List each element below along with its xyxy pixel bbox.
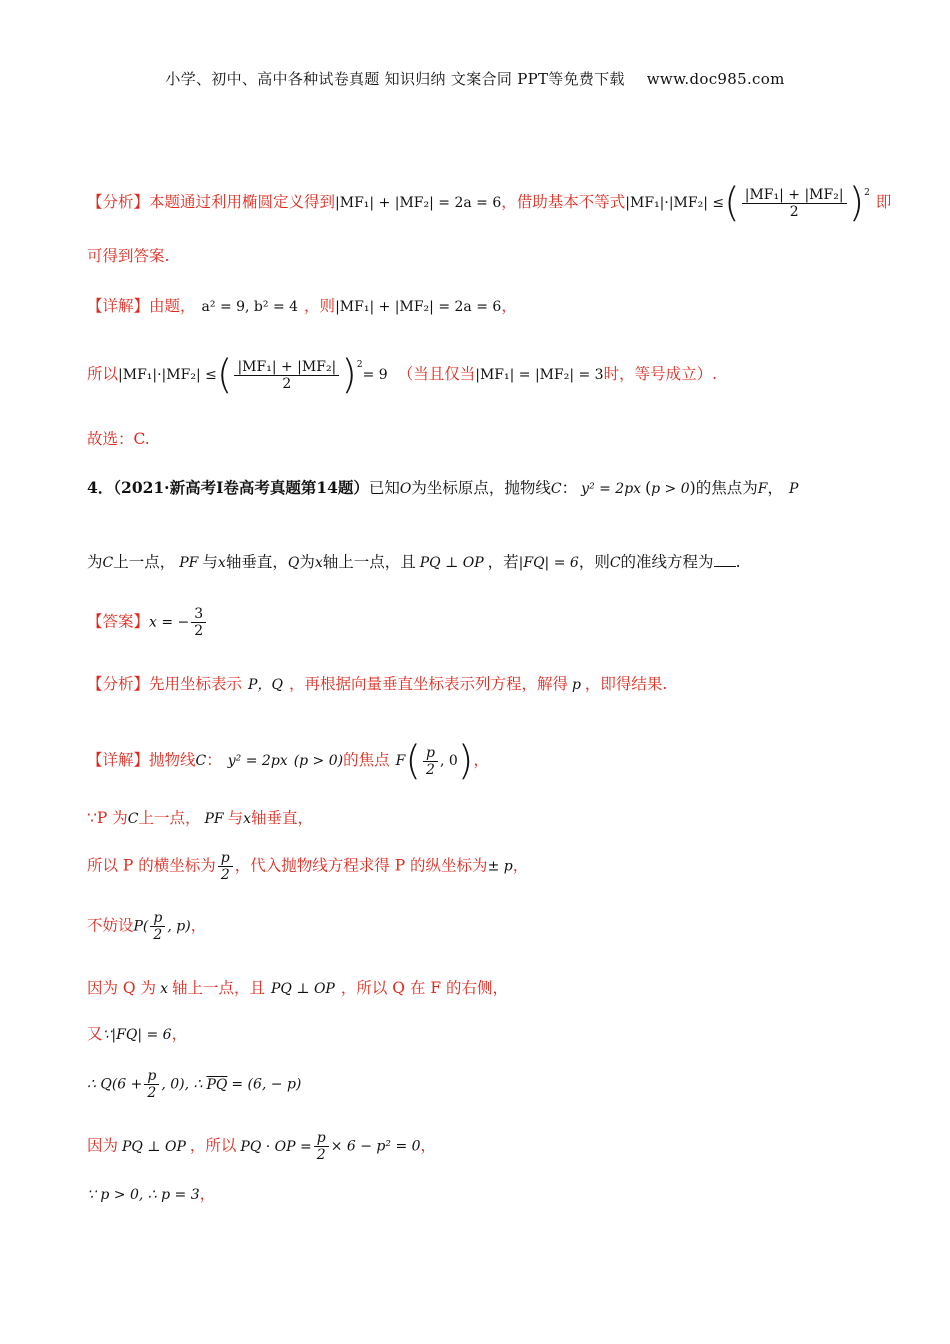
text: 由题， xyxy=(149,297,196,315)
paren-left: ( xyxy=(405,738,421,784)
numerator: 3 xyxy=(191,606,206,623)
text: ，借助基本不等式 xyxy=(501,193,626,211)
math-var: PF xyxy=(179,555,199,571)
text: ， xyxy=(473,751,489,769)
text: 轴上一点，且 xyxy=(171,979,265,997)
fraction xyxy=(191,606,206,639)
numerator: p xyxy=(314,1130,329,1147)
denominator: 2 xyxy=(316,1147,326,1163)
paren-right: ) xyxy=(457,738,474,784)
math-expr: (p > 0) xyxy=(293,753,344,769)
detail2-line2 xyxy=(87,806,313,828)
numerator: p xyxy=(423,745,438,762)
math-expr: y² = 2px xyxy=(227,753,288,769)
detail2-line9 xyxy=(87,1182,215,1204)
text: . xyxy=(735,553,741,571)
math-expr: a² = 9, b² = 4 xyxy=(201,299,299,315)
denominator: 2 xyxy=(282,375,292,392)
math-expr: P( xyxy=(133,918,149,935)
text: 即 xyxy=(875,193,892,211)
text: 与 xyxy=(227,809,244,827)
fraction xyxy=(150,910,165,943)
denominator: 2 xyxy=(194,623,204,639)
detail2-line1 xyxy=(87,738,489,784)
text: 因为 Q 为 xyxy=(87,979,157,997)
math-expr: , 0 xyxy=(439,753,458,769)
text: 的焦点 xyxy=(343,751,390,769)
text: 为 xyxy=(299,553,315,571)
math-expr: = 9 xyxy=(362,367,388,383)
text: 轴垂直， xyxy=(225,553,288,571)
text: 的准线方程为 xyxy=(620,553,714,571)
answer-line xyxy=(87,606,208,639)
fraction xyxy=(742,187,847,220)
detail2-line3 xyxy=(87,850,528,883)
answer-blank xyxy=(714,566,736,567)
page-header xyxy=(0,68,950,89)
analysis-label: 【分析】 xyxy=(87,675,150,693)
text: 的焦点为 xyxy=(695,479,758,497)
text: 又 xyxy=(87,1025,103,1043)
header-text: 小学、初中、高中各种试卷真题 知识归纳 文案合同 PPT等免费下载 xyxy=(165,70,625,88)
math-var: P xyxy=(788,481,799,497)
paren-right: ) xyxy=(848,180,865,226)
text: ，则 xyxy=(578,553,610,571)
math-var: C xyxy=(550,481,562,497)
text: 本题通过利用椭圆定义得到 xyxy=(149,193,336,211)
detail-label: 【详解】 xyxy=(87,751,150,769)
math-var: O xyxy=(399,481,412,497)
text: ，所以 xyxy=(189,1136,237,1155)
text: 上一点， xyxy=(113,553,176,571)
math-expr: |MF₁|·|MF₂| ≤ xyxy=(118,367,217,383)
text: ， xyxy=(767,479,783,497)
exponent: 2 xyxy=(356,360,363,370)
math-expr: |MF₁| + |MF₂| = 2a = 6 xyxy=(335,195,502,211)
math-var: x xyxy=(314,555,323,571)
math-var: C xyxy=(609,555,621,571)
text: 为坐标原点，抛物线 xyxy=(411,479,551,497)
text: 因为 xyxy=(87,1136,119,1155)
numerator: p xyxy=(218,850,233,867)
text: ，代入抛物线方程求得 P 的纵坐标为 xyxy=(234,856,488,875)
math-expr: ± p xyxy=(487,858,513,875)
math-expr: = (6, − p) xyxy=(231,1076,302,1093)
text: ： xyxy=(206,751,222,769)
math-expr: y² = 2px xyxy=(581,481,642,497)
text: 不妨设 xyxy=(87,916,134,935)
paren-left: ( xyxy=(216,352,233,398)
detail1-line2 xyxy=(87,352,717,398)
math-var: F xyxy=(757,481,768,497)
numerator: |MF₁| + |MF₂| xyxy=(742,187,847,204)
detail2-line7 xyxy=(87,1068,301,1101)
math-expr: PQ ⊥ OP xyxy=(270,981,335,997)
paren-left: ( xyxy=(724,180,740,226)
header-site-link[interactable]: www.doc985.com xyxy=(646,70,785,88)
text: ， xyxy=(171,1025,188,1043)
math-expr: x = − xyxy=(149,614,190,631)
fraction xyxy=(144,1068,159,1101)
text: 抛物线 xyxy=(149,751,196,769)
text: ， xyxy=(199,1185,216,1203)
math-expr: |FQ| = 6 xyxy=(518,555,579,571)
math-expr: , p) xyxy=(167,918,191,935)
math-expr: p > 0 xyxy=(651,481,690,497)
text: ，即得结果. xyxy=(584,675,668,693)
text: 上一点， xyxy=(138,809,201,827)
detail2-line8 xyxy=(87,1130,436,1163)
math-var: C xyxy=(195,753,207,769)
math-expr: PQ · OP = xyxy=(240,1138,312,1155)
math-var: PF xyxy=(204,811,224,827)
question-number: 4．（2021·新高考Ⅰ卷高考真题第14题） xyxy=(87,478,369,497)
fraction xyxy=(234,359,339,392)
math-var: Q xyxy=(287,555,300,571)
text: ， xyxy=(512,856,529,875)
analysis2-line xyxy=(87,672,667,694)
numerator: |MF₁| + |MF₂| xyxy=(234,359,339,376)
math-var: x xyxy=(217,555,226,571)
math-expr: ∵ p > 0, ∴ p = 3 xyxy=(87,1187,200,1203)
question-4-line1: 4．（2021·新高考Ⅰ卷高考真题第14题）已知O为坐标原点，抛物线C： y² = 2px (p > 0)的焦点为F， P xyxy=(87,478,799,497)
math-var: x xyxy=(160,981,168,997)
math-var: F xyxy=(395,753,406,769)
text: 轴上一点，且 xyxy=(322,553,416,571)
denominator: 2 xyxy=(789,203,799,220)
text: 时，等号成立）. xyxy=(603,365,718,383)
answer-label: 【答案】 xyxy=(87,612,150,631)
detail2-line5 xyxy=(87,976,508,998)
math-expr: ∴ Q(6 + xyxy=(87,1076,143,1093)
math-expr: PQ ⊥ OP xyxy=(419,555,484,571)
math-vector: $\overline{PQ}$ xyxy=(206,1076,228,1093)
detail2-line4 xyxy=(87,910,206,943)
analysis1-line1 xyxy=(87,180,891,226)
numerator: p xyxy=(150,910,165,927)
analysis1-line2: 可得到答案. xyxy=(87,247,170,265)
text: 所以 xyxy=(87,365,119,383)
analysis-label: 【分析】 xyxy=(87,193,150,211)
math-var: C xyxy=(102,555,114,571)
text: ，所以 Q 在 F 的右侧， xyxy=(340,979,509,997)
question-4-line2 xyxy=(87,550,741,572)
numerator: p xyxy=(144,1068,159,1085)
math-expr: P，Q xyxy=(248,677,283,693)
paren-right: ) xyxy=(341,352,357,398)
text: ， xyxy=(501,297,517,315)
denominator: 2 xyxy=(425,761,435,778)
exponent: 2 xyxy=(864,188,870,198)
text: ， xyxy=(420,1136,437,1155)
detail2-line6 xyxy=(87,1022,187,1044)
text: ，则 xyxy=(304,297,336,315)
text: 先用坐标表示 xyxy=(149,675,243,693)
detail-label: 【详解】 xyxy=(87,297,150,315)
text: 已知 xyxy=(368,479,400,497)
denominator: 2 xyxy=(153,927,163,943)
math-var: p xyxy=(571,677,581,693)
text: 为 xyxy=(87,553,103,571)
math-expr: ∵|FQ| = 6 xyxy=(102,1027,172,1043)
text: ，再根据向量垂直坐标表示列方程，解得 xyxy=(288,675,568,693)
math-expr: |MF₁| + |MF₂| = 2a = 6 xyxy=(335,299,502,315)
fraction xyxy=(218,850,233,883)
detail1-choice: 故选：C. xyxy=(87,430,150,448)
fraction xyxy=(314,1130,329,1163)
detail1-line1 xyxy=(87,294,517,316)
text: 与 xyxy=(202,553,218,571)
text: 轴垂直， xyxy=(251,809,314,827)
text: ，若 xyxy=(487,553,519,571)
math-var: C xyxy=(127,811,139,827)
denominator: 2 xyxy=(220,867,230,883)
math-var: x xyxy=(243,811,252,827)
fraction xyxy=(423,745,438,778)
math-expr: × 6 − p² = 0 xyxy=(330,1138,421,1155)
math-expr: |MF₁| = |MF₂| = 3 xyxy=(475,367,604,383)
denominator: 2 xyxy=(147,1085,157,1101)
text: 所以 P 的横坐标为 xyxy=(87,856,216,875)
text: ， xyxy=(190,916,207,935)
text: ∵P 为 xyxy=(87,809,128,827)
math-expr: , 0), ∴ xyxy=(161,1076,203,1093)
text: ： xyxy=(561,479,578,497)
math-expr: PQ ⊥ OP xyxy=(122,1138,186,1155)
math-expr: |MF₁|·|MF₂| ≤ xyxy=(625,195,725,211)
text: （当且仅当 xyxy=(397,365,476,383)
